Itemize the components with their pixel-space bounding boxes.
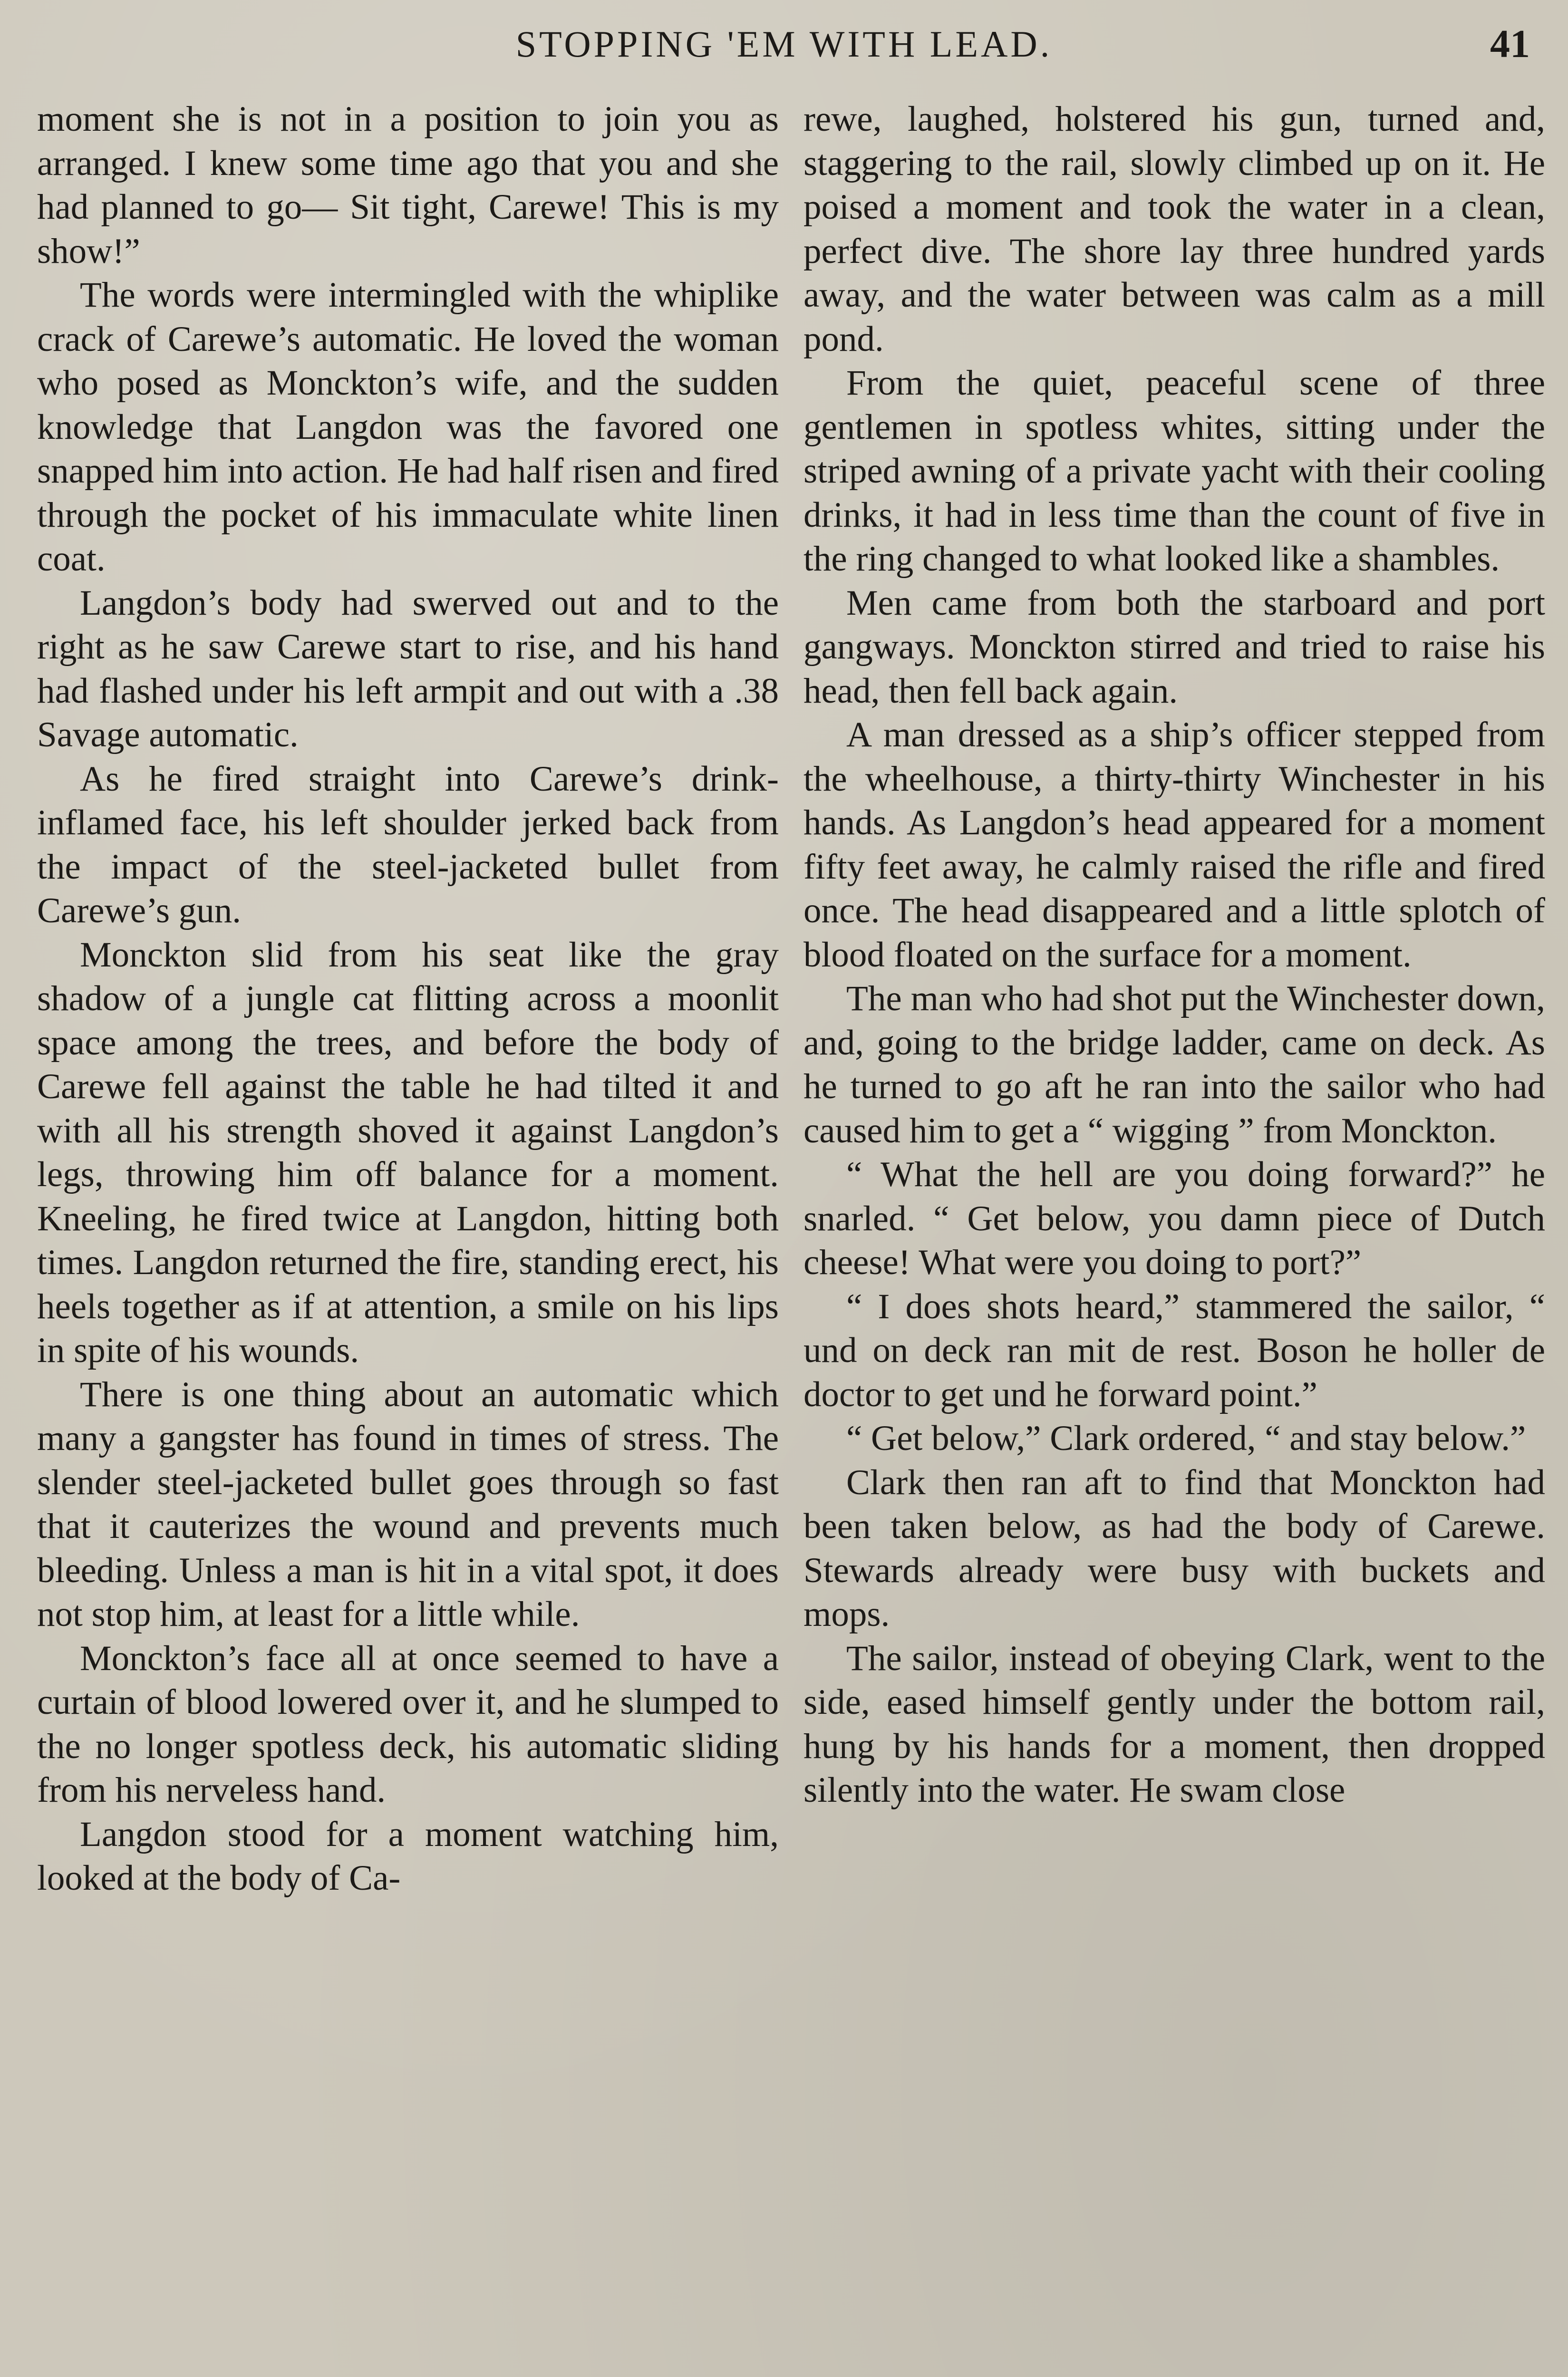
right-column: [803, 97, 1545, 2377]
paragraph: Monckton slid from his seat like the gray shadow of a jungle cat flitting across a moonlit space among the trees, and before the body of Carewe fell against the table he had tilted it and with all his strength shoved it against Langdon’s legs, throwing him off balance for a moment. Kneeling, he fired twice at Langdon, hitting both times. Langdon returned the fire, standing erect, his heels together as if at attention, a smile on his lips in spite of his wounds.: [37, 935, 779, 1370]
paragraph: The sailor, instead of obeying Clark, went to the side, eased himself gently under the bottom rail, hung by his hands for a moment, then dropped silently into the water. He swam close: [803, 1638, 1545, 1810]
paragraph: “ Get below,” Clark ordered, “ and stay below.”: [846, 1419, 1526, 1458]
paragraph: From the quiet, peaceful scene of three gentlemen in spotless whites, sitting under the striped awning of a private yacht with their cooling drinks, it had in less time than the count of five in the ring changed to what looked like a shambles.: [803, 363, 1545, 579]
paragraph: rewe, laughed, holstered his gun, turned and, staggering to the rail, slowly climbed up on it. He poised a moment and took the water in a clean, perfect dive. The shore lay three hundred yards away, and the water between was calm as a mill pond.: [803, 99, 1545, 359]
paragraph: A man dressed as a ship’s officer stepped from the wheelhouse, a thirty-thirty Winchester in his hands. As Langdon’s head appeared for a moment fifty feet away, he calmly raised the rifle and fired once. The head disappeared and a little splotch of blood floated on the surface for a moment.: [803, 715, 1545, 975]
paragraph: “ What the hell are you doing forward?” he snarled. “ Get below, you damn piece of Dutch cheese! What were you doing to port?”: [803, 1155, 1545, 1282]
paragraph: As he fired straight into Carewe’s drink-inflamed face, his left shoulder jerked back from the impact of the steel-jacketed bullet from Carewe’s gun.: [37, 759, 779, 930]
paragraph: Clark then ran aft to find that Monckton had been taken below, as had the body of Carewe. Stewards already were busy with buckets and mops.: [803, 1462, 1545, 1634]
page-number: 41: [1490, 22, 1530, 66]
paragraph: Monckton’s face all at once seemed to have a curtain of blood lowered over it, and he slumped to the no longer spotless deck, his automatic sliding from his nerveless hand.: [37, 1638, 779, 1810]
paragraph: There is one thing about an automatic which many a gangster has found in times of stress. The slender steel-jacketed bullet goes through so fast that it cauterizes the wound and prevents much bleeding. Unless a man is hit in a vital spot, it does not stop him, at least for a little while.: [37, 1374, 779, 1634]
left-column: [37, 97, 779, 2377]
running-head-title: STOPPING 'EM WITH LEAD.: [515, 23, 1053, 65]
page-header: [0, 18, 1568, 70]
paragraph: Langdon’s body had swerved out and to the right as he saw Carewe start to rise, and his hand had flashed under his left armpit and out with a .38 Savage automatic.: [37, 583, 779, 754]
paragraph: The man who had shot put the Winchester down, and, going to the bridge ladder, came on deck. As he turned to go aft he ran into the sailor who had caused him to get a “ wigging ” from Monckton.: [803, 979, 1545, 1150]
paragraph: “ I does shots heard,” stammered the sailor, “ und on deck ran mit de rest. Boson he holler de doctor to get und he forward point.”: [803, 1286, 1545, 1414]
paragraph: The words were intermingled with the whiplike crack of Carewe’s automatic. He loved the woman who posed as Monckton’s wife, and the sudden knowledge that Langdon was the favored one snapped him into action. He had half risen and fired through the pocket of his immaculate white linen coat.: [37, 275, 779, 579]
paragraph: moment she is not in a position to join you as arranged. I knew some time ago that you and she had planned to go— Sit tight, Carewe! This is my show!”: [37, 99, 779, 271]
paragraph: Langdon stood for a moment watching him, looked at the body of Ca-: [37, 1814, 779, 1898]
paragraph: Men came from both the starboard and port gangways. Monckton stirred and tried to raise his head, then fell back again.: [803, 583, 1545, 711]
